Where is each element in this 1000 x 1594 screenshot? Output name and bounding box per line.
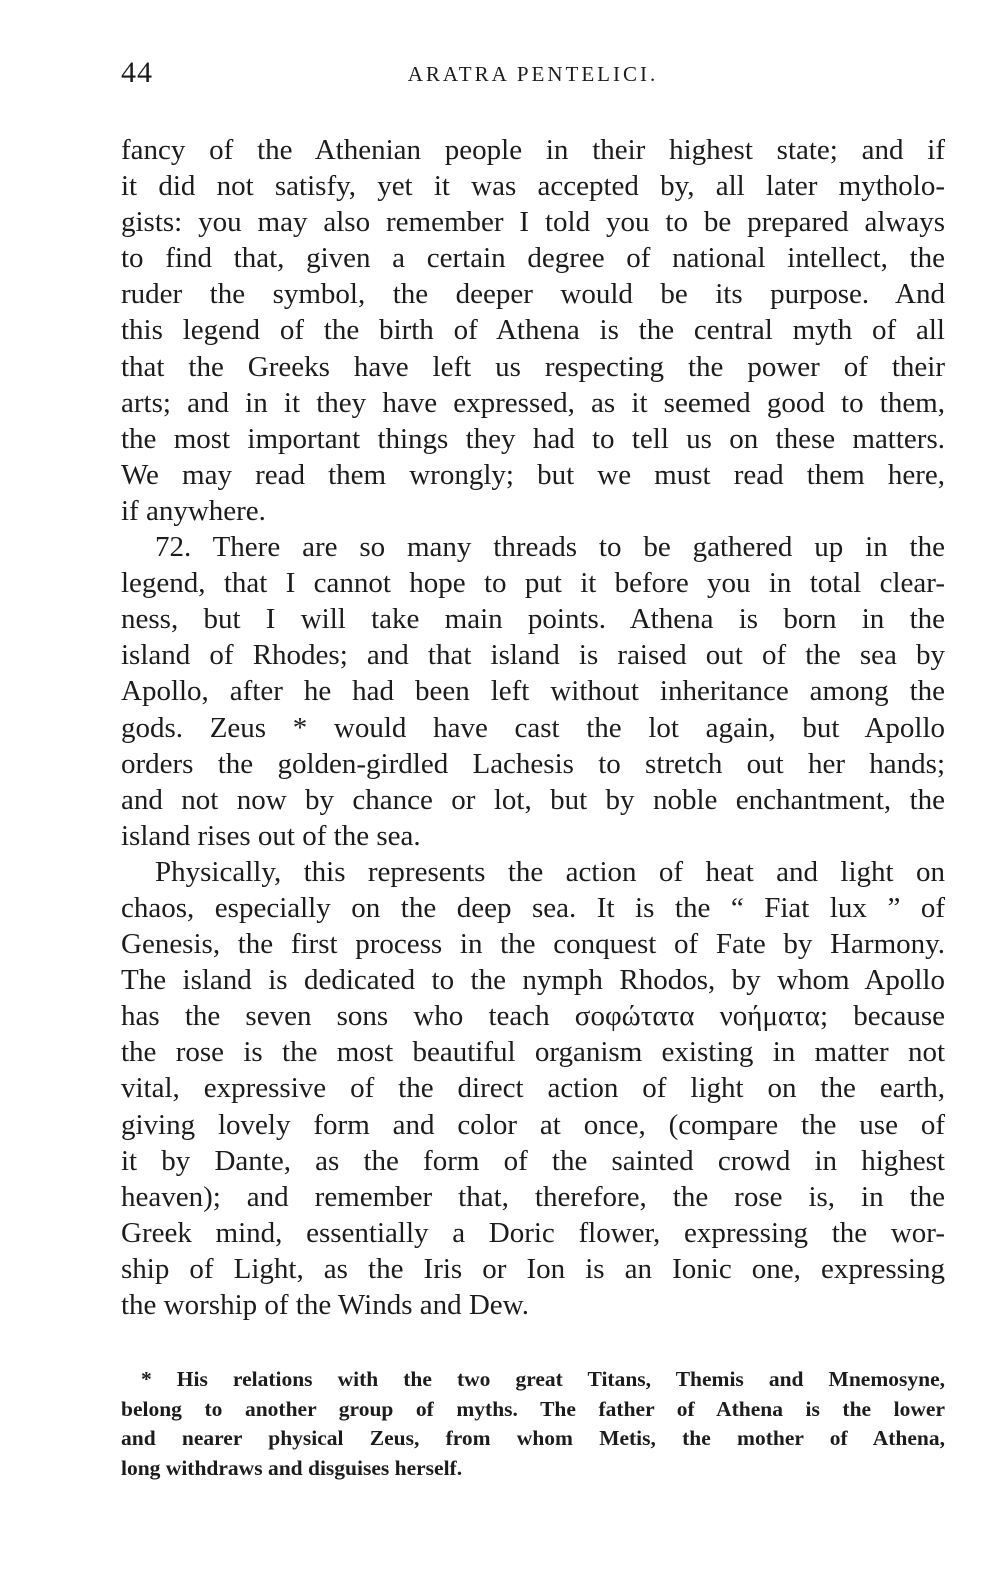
text-line: We may read them wrongly; but we must read them here, — [121, 458, 945, 491]
text-line: ness, but I will take main points. Athena is born in the — [121, 603, 945, 636]
running-title: ARATRA PENTELICI. — [407, 62, 659, 86]
text-line: gods. Zeus * would have cast the lot again, but Apollo — [121, 711, 945, 744]
footnote-line: belong to another group of myths. The father of Athena is the lower — [121, 1396, 945, 1421]
text-line: fancy of the Athenian people in their highest state; and if — [121, 134, 945, 166]
text-line: this legend of the birth of Athena is the central myth of all — [121, 314, 945, 347]
footnote — [121, 1365, 945, 1483]
text-line-greek: has the seven sons who teach σοφώτατα νοήματα; because — [121, 1000, 945, 1033]
text-line: orders the golden-girdled Lachesis to stretch out her hands; — [121, 747, 945, 780]
text-line: gists: you may also remember I told you to be prepared always — [121, 206, 945, 239]
text-line: island rises out of the sea. — [121, 819, 421, 852]
text-line: giving lovely form and color at once, (compare the use of — [121, 1108, 945, 1141]
text-line: ship of Light, as the Iris or Ion is an Ionic one, expressing — [121, 1252, 945, 1285]
text-line: ruder the symbol, the deeper would be its purpose. And — [121, 278, 945, 311]
text-line: the rose is the most beautiful organism existing in matter not — [121, 1036, 945, 1069]
text-line: legend, that I cannot hope to put it before you in total clear- — [121, 567, 945, 600]
page-number: 44 — [121, 56, 153, 89]
text-line: it by Dante, as the form of the sainted crowd in highest — [121, 1144, 945, 1177]
text-line: it did not satisfy, yet it was accepted by, all later mytholo- — [121, 170, 945, 203]
text-line: The island is dedicated to the nymph Rhodos, by whom Apollo — [121, 964, 945, 997]
text-line: to find that, given a certain degree of national intellect, the — [121, 242, 945, 275]
body-text — [121, 132, 945, 1323]
footnote-line: long withdraws and disguises herself. — [121, 1455, 463, 1480]
text-line: the worship of the Winds and Dew. — [121, 1289, 529, 1321]
text-line: arts; and in it they have expressed, as it seemed good to them, — [121, 386, 945, 419]
footnote-line: * His relations with the two great Titans, Themis and Mnemosyne, — [141, 1367, 945, 1391]
text-line: and not now by chance or lot, but by noble enchantment, the — [121, 783, 945, 816]
text-line: heaven); and remember that, therefore, the rose is, in the — [121, 1180, 945, 1213]
text-line: island of Rhodes; and that island is raised out of the sea by — [121, 639, 945, 672]
paragraph-physically-start: Physically, this represents the action of heat and light on — [155, 855, 945, 888]
text-line: Apollo, after he had been left without inheritance among the — [121, 675, 945, 708]
text-line: vital, expressive of the direct action of light on the earth, — [121, 1072, 945, 1105]
text-line: Greek mind, essentially a Doric flower, expressing the wor- — [121, 1216, 945, 1249]
page-header — [121, 56, 945, 96]
paragraph-72-start: 72. There are so many threads to be gathered up in the — [155, 531, 945, 564]
text-line: that the Greeks have left us respecting the power of their — [121, 350, 945, 383]
text-line: the most important things they had to tell us on these matters. — [121, 422, 945, 455]
text-line: if anywhere. — [121, 494, 266, 527]
text-line: chaos, especially on the deep sea. It is the “ Fiat lux ” of — [121, 891, 945, 924]
footnote-line: and nearer physical Zeus, from whom Metis, the mother of Athena, — [121, 1426, 945, 1450]
text-line: Genesis, the first process in the conquest of Fate by Harmony. — [121, 928, 945, 961]
